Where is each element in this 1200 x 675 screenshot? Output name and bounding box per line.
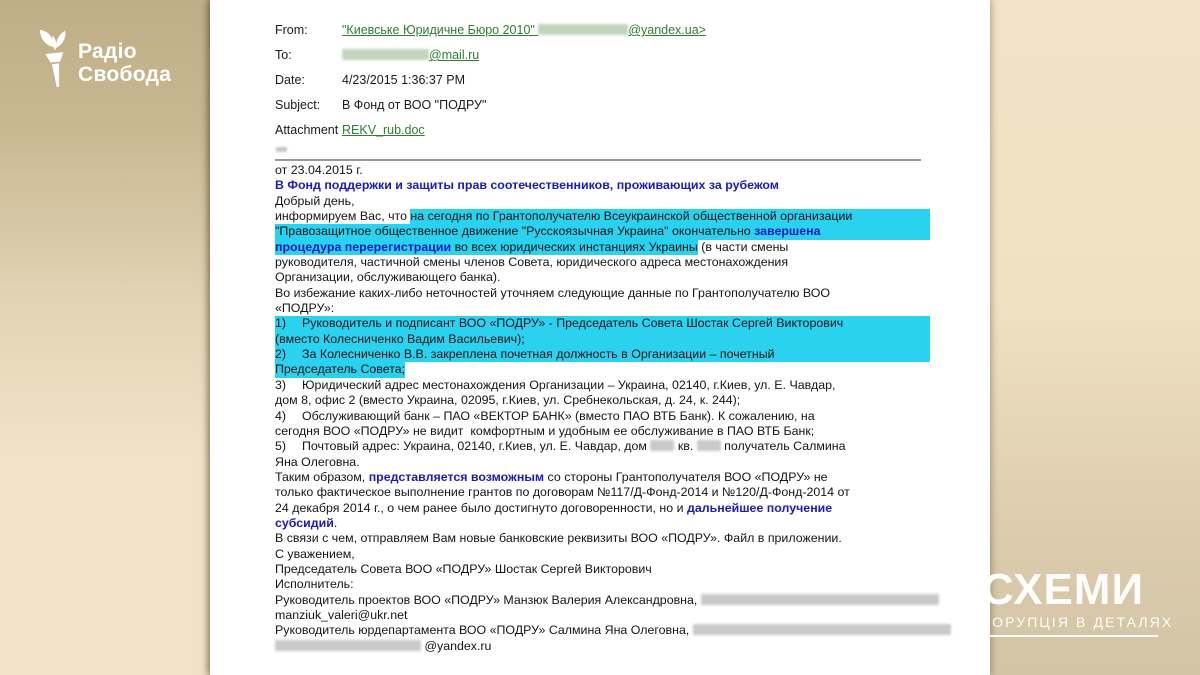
header-field-label: Subject: [275,98,321,112]
header-field-label: To: [275,48,292,62]
body-line [275,393,930,408]
body-text: 24 декабря 2014 г., о чем ранее было достигнуто договоренности, но и [275,500,687,515]
body-text: (в части смены [697,239,789,254]
header-field-value [342,68,465,93]
body-line [275,531,930,546]
header-field-label: From: [275,23,308,37]
header-row [275,18,935,43]
redacted-blur [275,640,421,651]
redacted-blur [701,594,939,605]
cropped-header-remnant [276,147,287,152]
email-link[interactable]: @yandex.ua> [628,23,706,37]
schemes-title: СХЕМИ [982,565,1145,614]
body-text: В Фонд от ВОО "ПОДРУ" [342,98,487,112]
header-field-value [342,118,425,143]
header-field-value [342,18,706,43]
body-text: руководителя, частичной смены членов Совета, юридического адреса местонахождения [275,255,789,270]
radio-svoboda-line1: Радіо [78,40,137,63]
body-line [275,516,930,531]
body-line [275,286,930,301]
body-text: Юридический адрес местонахождения Организации – Украина, 02140, г.Киев, ул. Е. Чавдар, [302,377,836,392]
left-background-panel [0,0,210,675]
body-line [275,593,930,608]
body-text: Исполнитель: [275,577,354,592]
body-text: С уважением, [275,546,355,561]
redacted-blur [697,440,721,451]
body-line [275,439,930,454]
body-text: В связи с чем, отправляем Вам новые банковские реквизиты ВОО «ПОДРУ». Файл в приложении. [275,531,842,546]
header-field-value [342,93,486,118]
body-text: Добрый день, [275,193,355,208]
body-line [275,209,930,224]
body-line [275,470,930,485]
body-text: 1) [275,316,287,331]
body-text: "Правозащитное общественное движение "Русскоязычная Украина" окончательно [275,224,755,239]
body-line [275,301,930,316]
body-line [275,577,930,592]
highlighted-text: на сегодня по Грантополучателю Всеукраинской общественной организации [410,209,930,224]
body-text: информируем Вас, что [275,209,411,224]
body-text: Организации, обслуживающего банка). [275,270,501,285]
body-line [275,255,930,270]
email-body [275,163,930,654]
body-text: сегодня ВОО «ПОДРУ» не видит комфортным и удобным ее обслуживание в ПАО ВТБ Банк; [275,423,815,438]
body-text: 2) [275,347,287,362]
body-text: 3) [275,377,287,392]
header-row [275,118,935,143]
body-text: За Колесниченко В.В. закреплена почетная должность в Организации – почетный [302,347,775,362]
body-text: Яна Олеговна. [275,454,360,469]
body-line [275,562,930,577]
header-field-label: Attachment [275,123,339,137]
header-row [275,68,935,93]
redacted-blur [538,24,628,35]
header-row [275,93,935,118]
body-line [275,240,930,255]
body-text: Почтовый адрес: Украина, 02140, г.Киев, ул. Е. Чавдар, дом [302,439,651,454]
body-text: 5) [275,439,287,454]
body-line [275,409,930,424]
email-header [275,18,935,143]
body-text: от 23.04.2015 г. [275,163,363,177]
body-text: Руководитель юрдепартамента ВОО «ПОДРУ» Салмина Яна Олеговна, [275,623,693,638]
body-line [275,608,930,623]
redacted-blur [650,440,674,451]
body-line [275,270,930,285]
schemes-underline [982,635,1158,637]
header-body-divider [275,159,921,161]
body-text: «ПОДРУ»: [275,301,335,316]
emphasis-text: представляется возможным [368,469,545,484]
body-text: со стороны Грантополучателя ВОО «ПОДРУ» не [544,469,828,484]
body-line [275,224,930,239]
body-line [275,424,930,439]
body-line [275,547,930,562]
header-field-label: Date: [275,73,305,87]
header-field-value [342,43,479,68]
schemes-logo [982,565,1174,637]
body-line [275,316,930,331]
body-line [275,347,930,362]
body-text: Руководитель проектов ВОО «ПОДРУ» Манзюк Валерия Александровна, [275,592,701,607]
body-text: 4/23/2015 1:36:37 PM [342,73,466,87]
body-text: получатель Салмина [720,439,846,454]
body-line [275,485,930,500]
header-row [275,43,935,68]
radio-svoboda-wordmark [78,40,171,86]
body-text: 4) [275,408,287,423]
body-line [275,163,930,178]
highlighted-text: во всех юридических инстанциях Украины [451,239,698,254]
body-line [275,332,930,347]
body-line [275,362,930,377]
body-text: @yandex.ru [421,638,492,653]
schemes-subtitle: КОРУПЦІЯ В ДЕТАЛЯХ [982,614,1174,630]
body-line [275,378,930,393]
body-text: Обслуживающий банк – ПАО «ВЕКТОР БАНК» (вместо ПАО ВТБ Банк). К сожалению, на [302,408,815,423]
email-link[interactable]: "Киевське Юридичне Бюро 2010" [342,23,539,37]
emphasis-text: В Фонд поддержки и защиты прав соотечественников, проживающих за рубежом [275,178,779,193]
body-line [275,178,930,193]
redacted-blur [342,49,429,60]
body-line [275,501,930,516]
body-line [275,194,930,209]
body-text: Руководитель и подписант ВОО «ПОДРУ» - Председатель Совета Шостак Сергей Викторович [302,316,844,331]
body-text: manziuk_valeri@ukr.net [275,607,408,622]
body-text: Председатель Совета ВОО «ПОДРУ» Шостак Сергей Викторович [275,561,652,576]
redacted-blur [693,624,951,635]
body-text: (вместо Колесниченко Вадим Васильевич); [275,331,525,346]
body-text: дом 8, офис 2 (вместо Украина, 02095, г.Киев, ул. Сребнекольская, д. 24, к. 244); [275,393,741,408]
body-text: Во избежание каких-либо неточностей уточняем следующие данные по Грантополучателю ВОО [275,285,831,300]
radio-svoboda-line2: Свобода [78,63,172,86]
highlighted-text: процедура перерегистрации [275,239,452,254]
emphasis-text: субсидий [275,515,334,530]
body-line [275,623,930,638]
email-link[interactable]: @mail.ru [429,48,480,62]
body-text: только фактическое выполнение грантов по договорам №117/Д-Фонд-2014 и №120/Д-Фонд-2014 от [275,485,850,500]
body-text: Таким образом, [275,469,369,484]
body-line [275,455,930,470]
body-text: . [333,515,338,530]
body-line [275,639,930,654]
highlighted-text: Председатель Совета; [275,362,406,377]
emphasis-text: завершена [754,224,821,239]
email-link[interactable]: REKV_rub.doc [342,123,425,137]
emphasis-text: дальнейшее получение [686,500,833,515]
torch-icon [34,26,76,92]
body-text: кв. [674,439,697,454]
